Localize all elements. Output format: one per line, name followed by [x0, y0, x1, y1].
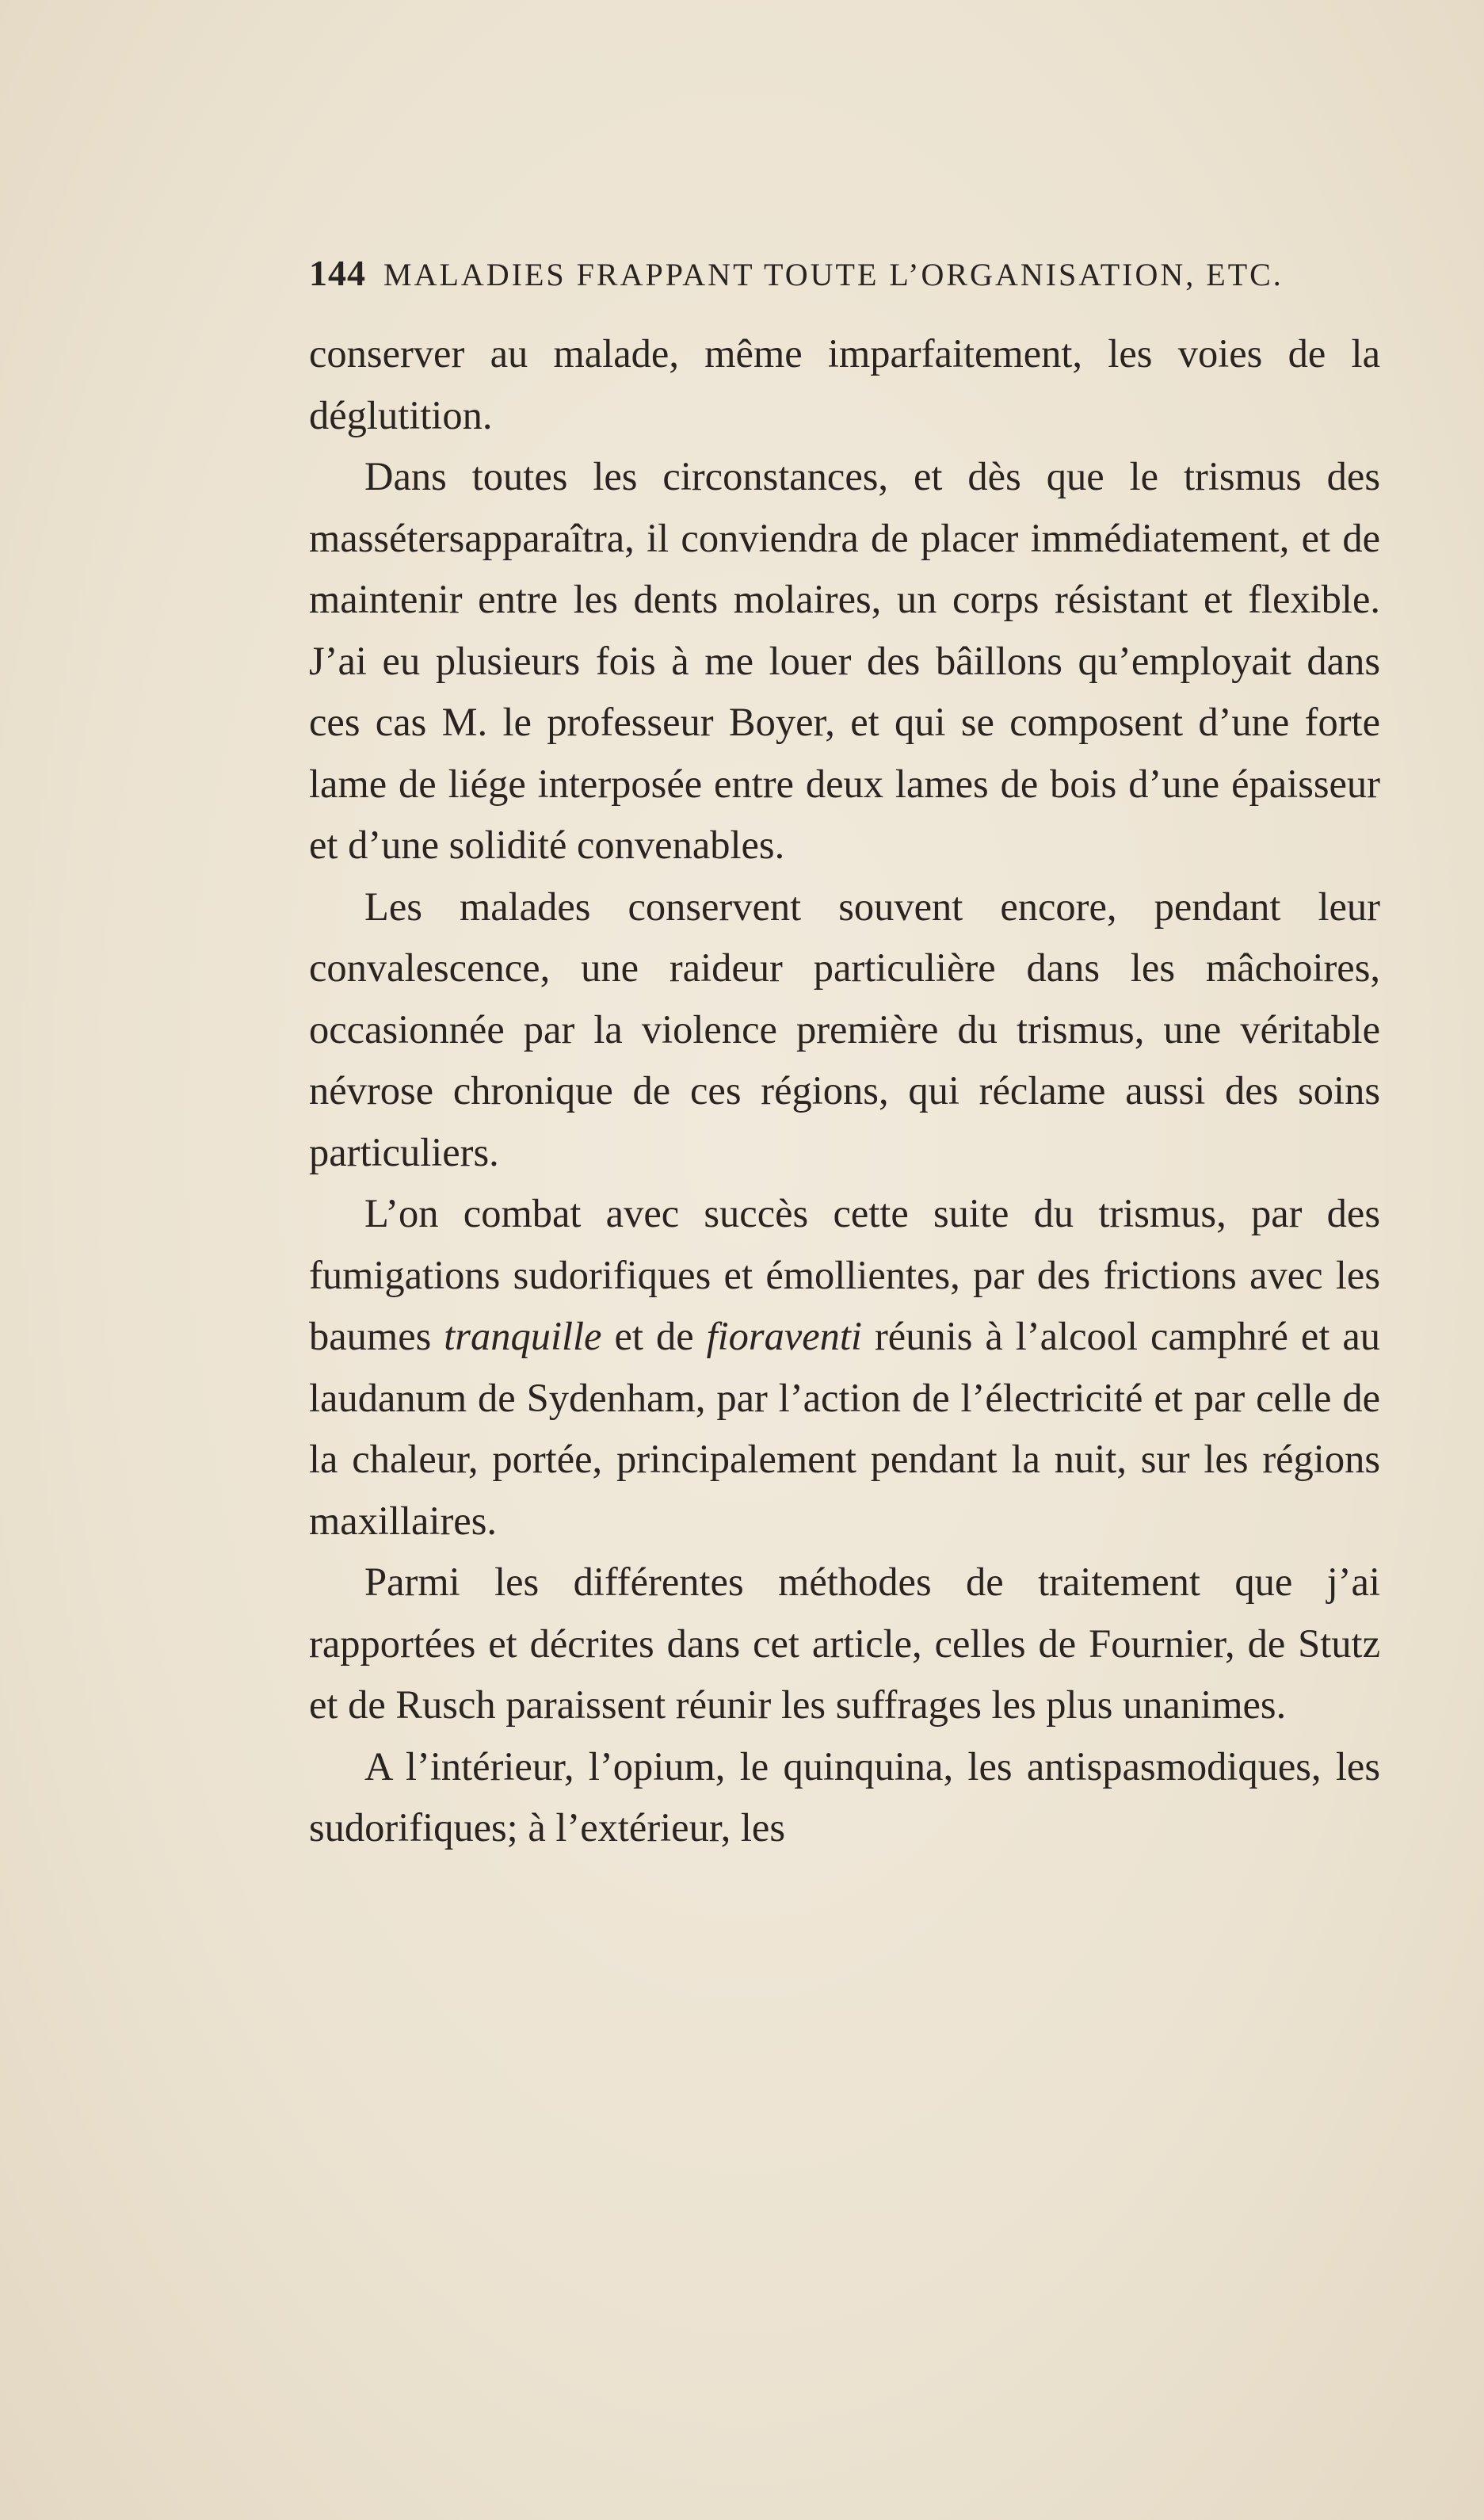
- paragraph: [309, 1552, 1380, 1736]
- running-head-title: MALADIES FRAPPANT TOUTE L’ORGANISATION, ETC.: [383, 257, 1284, 292]
- text-block: [309, 252, 1380, 1859]
- paragraph: [309, 1736, 1380, 1859]
- paragraph: [309, 323, 1380, 446]
- running-head: [309, 252, 1380, 300]
- paragraph: [309, 876, 1380, 1184]
- paragraph-text: et de: [601, 1314, 707, 1358]
- paragraph-text: conserver au malade, même imparfaitement, les voies de la déglutition.: [309, 331, 1380, 437]
- paragraph-text: Les malades conservent souvent encore, pendant leur convalescence, une raideur particulière dans les mâchoires, occasionnée par la violence première du trismus, une véritable névrose chronique de ces régions, qui réclame aussi des soins particuliers.: [309, 884, 1380, 1174]
- paragraph-text: A l’intérieur, l’opium, le quinquina, les antispasmodiques, les sudorifiques; à l’extérieur, les: [309, 1743, 1380, 1850]
- paragraph: [309, 446, 1380, 876]
- paragraph-text: réunis à l’alcool camphré et au laudanum de Sydenham, par l’action de l’électricité et par celle de la chaleur, portée, principalement pendant la nuit, sur les régions maxillaires.: [309, 1314, 1381, 1543]
- page-number: 144: [309, 253, 366, 293]
- paragraph-text: Dans toutes les circonstances, et dès que le trismus des massétersapparaîtra, il conviendra de placer immédiatement, et de maintenir entre les dents molaires, un corps résistant et flexible. J’ai eu plusieurs fois à me louer des bâillons qu’employait dans ces cas M. le professeur Boyer, et qui se composent d’une forte lame de liége interposée entre deux lames de bois d’une épaisseur et d’une solidité convenables.: [309, 454, 1380, 867]
- paragraph: [309, 1183, 1380, 1552]
- italic-term: fioraventi: [706, 1314, 862, 1358]
- body-text: [309, 323, 1380, 1859]
- paragraph-text: L’on combat avec succès cette suite du trismus, par des fumigations sudorifiques et émollientes, par des frictions avec les baumes: [309, 1191, 1380, 1358]
- italic-term: tranquille: [444, 1314, 602, 1358]
- paragraph-text: Parmi les différentes méthodes de traitement que j’ai rapportées et décrites dans cet article, celles de Fournier, de Stutz et de Rusch paraissent réunir les suffrages les plus unanimes.: [309, 1560, 1380, 1727]
